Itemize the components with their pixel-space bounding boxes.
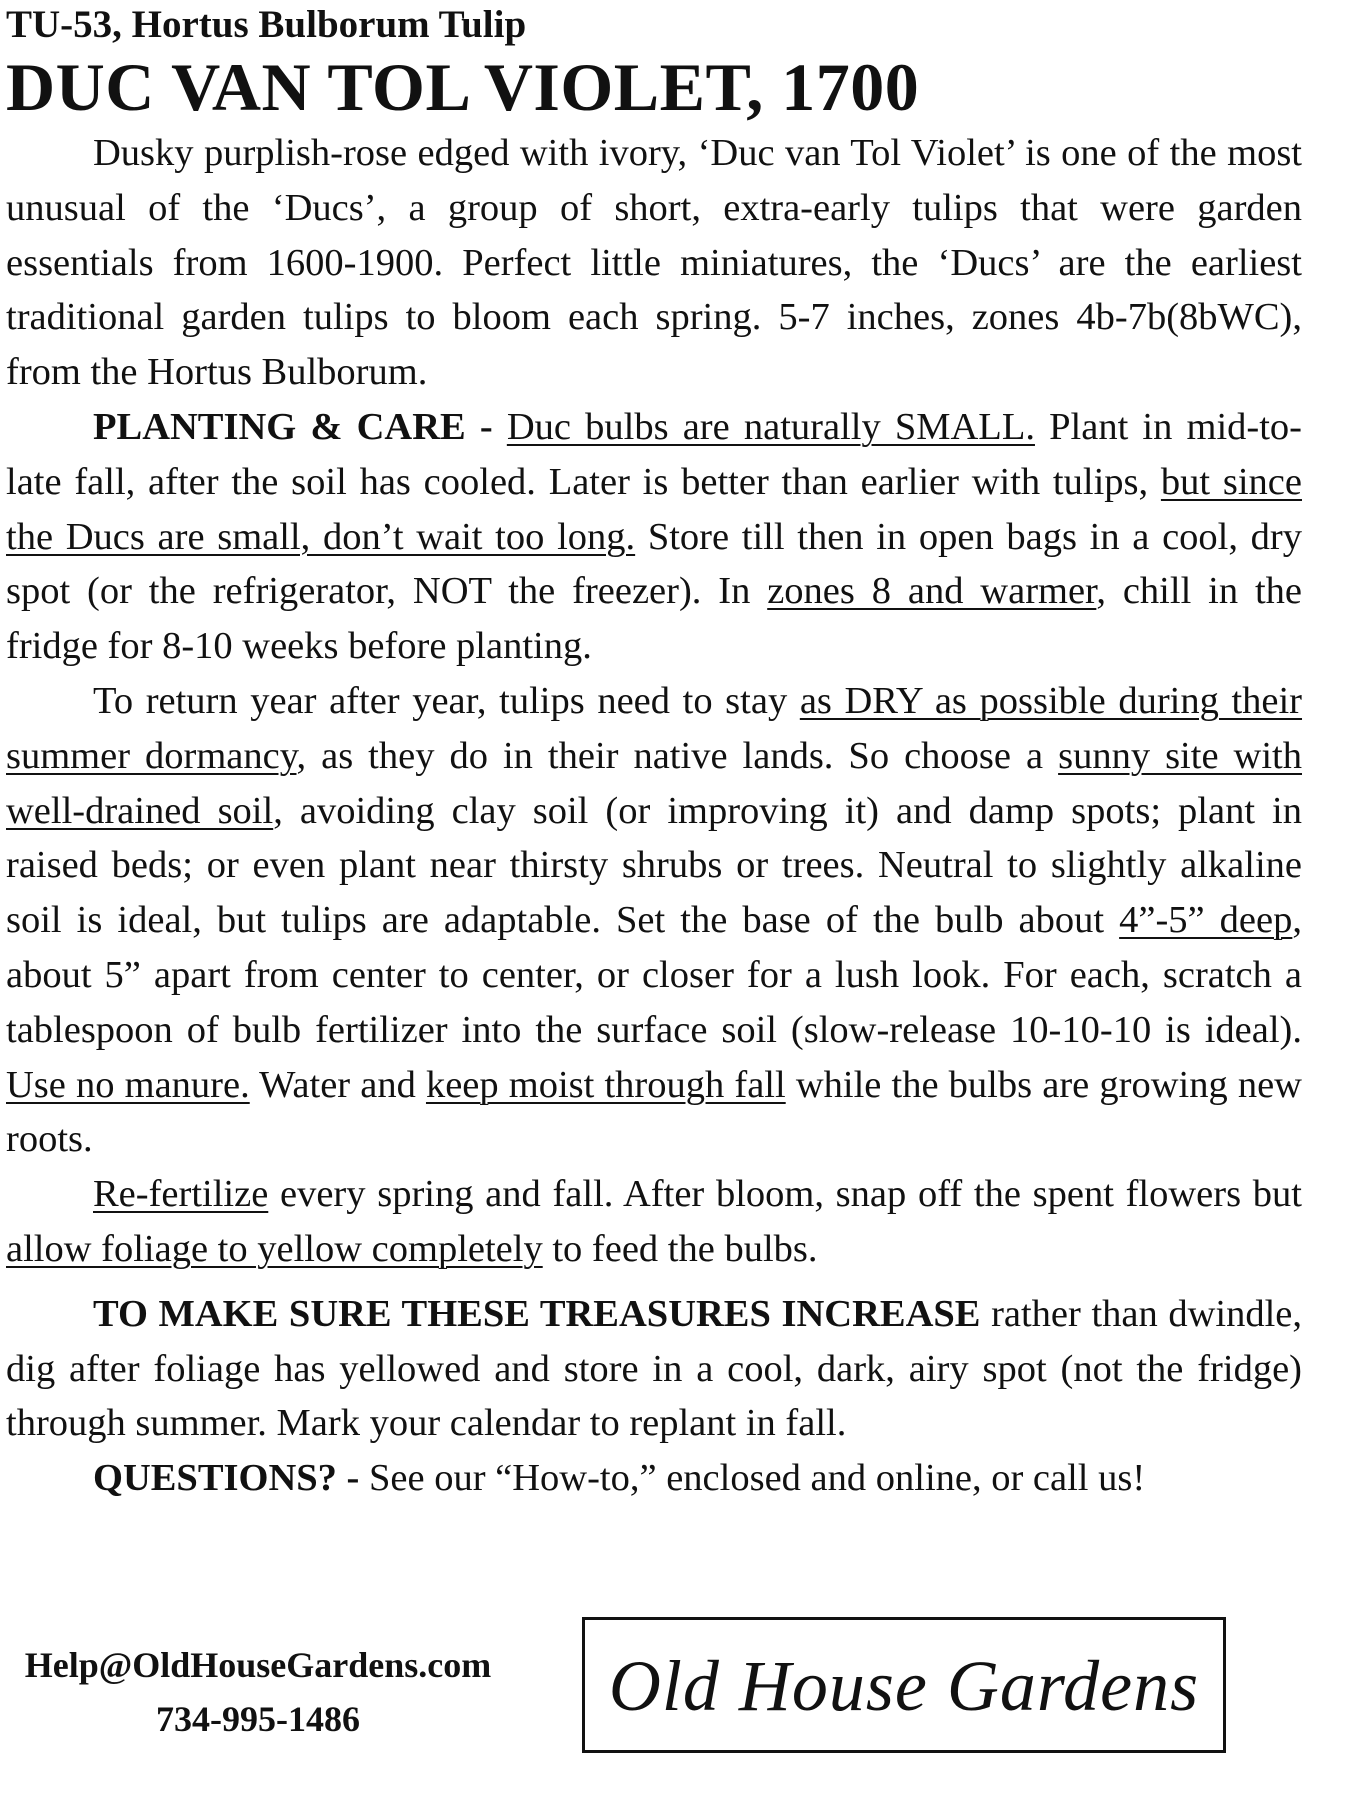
description-body <box>6 126 1302 1506</box>
dont-wait-note: but since the Ducs are small, don’t wait too long. <box>6 460 1302 558</box>
return-text-4: , about 5” apart from center to center, or closer for a lush look. For each, scratch a tablespoon of bulb fertilizer into the surface soil (slow-release 10-10-10 is ideal). <box>6 899 1302 1051</box>
logo-wordmark-icon <box>604 1630 1204 1740</box>
increase-paragraph <box>6 1287 1302 1451</box>
questions-text: See our “How-to,” enclosed and online, or call us! <box>369 1457 1146 1500</box>
contact-email[interactable]: Help@OldHouseGardens.com <box>24 1645 492 1685</box>
small-bulbs-note: Duc bulbs are naturally SMALL. <box>506 405 1035 448</box>
increase-text: rather than dwindle, dig after foliage has yellowed and store in a cool, dark, airy spot (not the fridge) through summer. Mark your calendar to replant in fall. <box>6 1292 1302 1445</box>
foliage-note: allow foliage to yellow completely <box>6 1227 543 1270</box>
refertilize-text-2: to feed the bulbs. <box>542 1227 818 1270</box>
return-text-6: while the bulbs are growing new roots. <box>6 1063 1302 1161</box>
planting-care-heading: PLANTING & CARE - <box>93 405 507 448</box>
contact-block <box>8 1638 508 1746</box>
product-code-line: TU-53, Hortus Bulborum Tulip <box>6 3 527 46</box>
planting-text-1: Plant in mid-to-late fall, after the soil has cooled. Later is better than earlier with tulips, <box>6 405 1303 503</box>
warm-zones-note: zones 8 and warmer <box>767 570 1097 613</box>
seed-packet-text <box>6 0 1302 1506</box>
depth-note: 4”-5” deep <box>1119 899 1293 942</box>
svg-text:Old House Gardens: Old House Gardens <box>608 1646 1200 1726</box>
contact-phone: 734-995-1486 <box>156 1699 360 1739</box>
increase-heading: TO MAKE SURE THESE TREASURES INCREASE <box>93 1292 981 1335</box>
return-text-3: , avoiding clay soil (or improving it) and damp spots; plant in raised beds; or even plant near thirsty shrubs or trees. Neutral to slightly alkaline soil is ideal, but tulips are adaptable. Set the base of the bulb about <box>6 789 1302 942</box>
intro-text: Dusky purplish-rose edged with ivory, ‘Duc van Tol Violet’ is one of the most unusual of the ‘Ducs’, a group of short, extra-early tulips that were garden essentials from 1600-1900. Perfect little miniatures, the ‘Ducs’ are the earliest traditional garden tulips to bloom each spring. 5-7 inches, zones 4b-7b(8bWC), from the Hortus Bulborum. <box>6 132 1302 394</box>
questions-heading: QUESTIONS? - <box>93 1457 369 1500</box>
questions-paragraph <box>6 1451 1302 1506</box>
return-yearly-paragraph <box>6 674 1302 1167</box>
variety-title: DUC VAN TOL VIOLET, 1700 <box>6 49 920 125</box>
refertilize-text-1: every spring and fall. After bloom, snap off the spent flowers but <box>268 1173 1302 1216</box>
no-manure-note: Use no manure. <box>6 1063 250 1106</box>
refertilize-paragraph <box>6 1167 1302 1277</box>
return-text-5: Water and <box>249 1063 426 1106</box>
sunny-site-note: sunny site with well-drained soil <box>6 734 1302 832</box>
return-text-1: To return year after year, tulips need to stay <box>93 679 800 722</box>
dry-dormancy-note: as DRY as possible during their summer dormancy <box>6 679 1303 777</box>
keep-moist-note: keep moist through fall <box>425 1063 786 1106</box>
planting-care-paragraph <box>6 400 1302 674</box>
planting-text-2: Store till then in open bags in a cool, dry spot (or the refrigerator, NOT the freezer). In <box>6 515 1302 613</box>
company-logo <box>582 1617 1226 1753</box>
planting-text-3: , chill in the fridge for 8-10 weeks before planting. <box>6 570 1302 668</box>
intro-paragraph <box>6 126 1302 400</box>
refertilize-note: Re-fertilize <box>93 1173 269 1216</box>
return-text-2: , as they do in their native lands. So choose a <box>296 734 1059 777</box>
